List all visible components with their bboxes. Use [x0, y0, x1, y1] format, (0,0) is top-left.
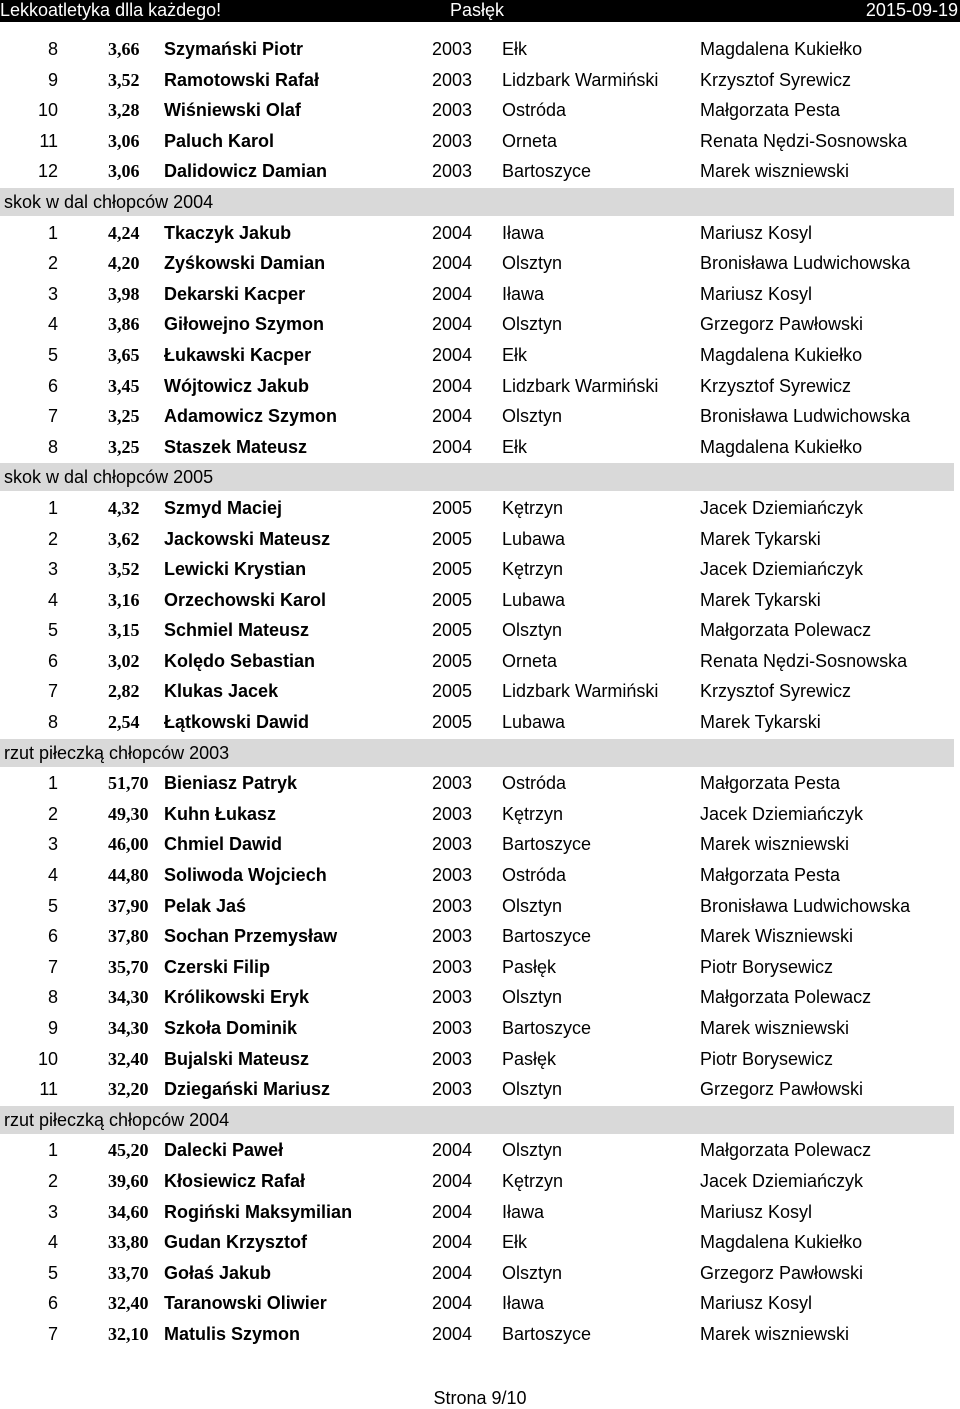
place-cell: 8 — [47, 712, 58, 733]
club-city-cell: Bartoszyce — [502, 834, 592, 855]
athlete-name-cell: Giłowejno Szymon — [164, 314, 325, 335]
club-city-cell: Lidzbark Warmiński — [502, 69, 659, 90]
result-cell: 3,02 — [108, 650, 140, 671]
place-cell: 4 — [47, 1232, 58, 1253]
athlete-name-cell: Łukawski Kacper — [164, 344, 312, 365]
coach-cell: Krzysztof Syrewicz — [700, 681, 852, 702]
table-row — [0, 279, 960, 310]
place-cell: 5 — [47, 344, 58, 365]
place-cell: 8 — [47, 39, 58, 59]
table-row — [0, 218, 960, 249]
club-city-cell: Orneta — [502, 130, 558, 151]
athlete-name-cell: Sochan Przemysław — [164, 926, 338, 947]
result-cell: 37,90 — [108, 895, 149, 916]
coach-cell: Bronisława Ludwichowska — [700, 253, 911, 274]
coach-cell: Bronisława Ludwichowska — [700, 895, 911, 916]
coach-cell: Marek Tykarski — [700, 712, 821, 733]
club-city-cell: Olsztyn — [502, 1140, 563, 1161]
club-city-cell: Olsztyn — [502, 620, 563, 641]
results-table — [0, 34, 960, 1350]
table-row — [0, 1013, 960, 1044]
birth-year-cell: 2004 — [432, 375, 473, 396]
club-city-cell: Kętrzyn — [502, 497, 564, 518]
table-row — [0, 860, 960, 891]
result-cell: 3,52 — [108, 559, 140, 580]
athlete-name-cell: Dalidowicz Damian — [164, 161, 328, 182]
coach-cell: Magdalena Kukiełko — [700, 39, 863, 59]
place-cell: 4 — [47, 589, 58, 610]
athlete-name-cell: Wójtowicz Jakub — [164, 375, 310, 396]
place-cell: 6 — [47, 926, 58, 947]
birth-year-cell: 2005 — [432, 712, 473, 733]
athlete-name-cell: Soliwoda Wojciech — [164, 865, 327, 886]
athlete-name-cell: Pelak Jaś — [164, 895, 247, 916]
club-city-cell: Ostróda — [502, 773, 567, 794]
club-city-cell: Ostróda — [502, 100, 567, 121]
table-row — [0, 615, 960, 646]
section-title: skok w dal chłopców 2005 — [4, 467, 214, 488]
birth-year-cell: 2004 — [432, 1262, 473, 1283]
athlete-name-cell: Tkaczyk Jakub — [164, 222, 292, 243]
result-cell: 34,60 — [108, 1201, 149, 1222]
result-cell: 2,82 — [108, 681, 140, 702]
birth-year-cell: 2004 — [432, 406, 473, 427]
place-cell: 1 — [47, 222, 58, 243]
club-city-cell: Olsztyn — [502, 895, 563, 916]
place-cell: 2 — [47, 253, 58, 274]
birth-year-cell: 2003 — [432, 987, 473, 1008]
place-cell: 9 — [47, 69, 58, 90]
table-row — [0, 156, 960, 187]
result-cell: 4,20 — [108, 253, 140, 274]
place-cell: 6 — [47, 375, 58, 396]
club-city-cell: Bartoszyce — [502, 161, 592, 182]
coach-cell: Jacek Dziemiańczyk — [700, 1170, 864, 1191]
athlete-name-cell: Gołaś Jakub — [164, 1262, 272, 1283]
result-cell: 3,25 — [108, 406, 140, 427]
club-city-cell: Iława — [502, 283, 545, 304]
result-cell: 34,30 — [108, 987, 149, 1008]
place-cell: 11 — [39, 1079, 58, 1100]
coach-cell: Grzegorz Pawłowski — [700, 1262, 864, 1283]
section-title: skok w dal chłopców 2004 — [4, 191, 214, 212]
place-cell: 1 — [47, 773, 58, 794]
place-cell: 5 — [47, 1262, 58, 1283]
birth-year-cell: 2005 — [432, 650, 473, 671]
result-cell: 3,52 — [108, 69, 140, 90]
result-cell: 51,70 — [108, 773, 149, 794]
table-row — [0, 585, 960, 616]
table-row — [0, 646, 960, 677]
place-cell: 10 — [37, 1048, 58, 1069]
table-row — [0, 524, 960, 555]
coach-cell: Bronisława Ludwichowska — [700, 406, 911, 427]
result-cell: 32,40 — [108, 1048, 149, 1069]
birth-year-cell: 2003 — [432, 956, 473, 977]
coach-cell: Mariusz Kosyl — [700, 1201, 813, 1222]
athlete-name-cell: Szymański Piotr — [164, 39, 304, 59]
athlete-name-cell: Rogiński Maksymilian — [164, 1201, 353, 1222]
birth-year-cell: 2004 — [432, 1232, 473, 1253]
table-row — [0, 982, 960, 1013]
birth-year-cell: 2004 — [432, 1170, 473, 1191]
place-cell: 6 — [47, 1293, 58, 1314]
result-cell: 3,15 — [108, 620, 140, 641]
place-cell: 8 — [47, 436, 58, 457]
birth-year-cell: 2005 — [432, 559, 473, 580]
result-cell: 34,30 — [108, 1018, 149, 1038]
result-cell: 3,45 — [108, 375, 140, 396]
club-city-cell: Olsztyn — [502, 314, 563, 335]
club-city-cell: Pasłęk — [502, 956, 557, 977]
result-cell: 3,25 — [108, 436, 140, 457]
birth-year-cell: 2003 — [432, 803, 473, 824]
coach-cell: Małgorzata Polewacz — [700, 1140, 872, 1161]
birth-year-cell: 2004 — [432, 1140, 473, 1161]
coach-cell: Piotr Borysewicz — [700, 1048, 834, 1069]
athlete-name-cell: Dekarski Kacper — [164, 283, 306, 304]
athlete-name-cell: Orzechowski Karol — [164, 589, 327, 610]
birth-year-cell: 2003 — [432, 1079, 473, 1100]
result-cell: 46,00 — [108, 834, 149, 855]
club-city-cell: Ełk — [502, 1232, 528, 1253]
club-city-cell: Olsztyn — [502, 253, 563, 274]
table-row — [0, 707, 960, 738]
club-city-cell: Kętrzyn — [502, 803, 564, 824]
place-cell: 6 — [47, 650, 58, 671]
coach-cell: Mariusz Kosyl — [700, 1293, 813, 1314]
athlete-name-cell: Jackowski Mateusz — [164, 528, 331, 549]
result-cell: 39,60 — [108, 1170, 149, 1191]
club-city-cell: Kętrzyn — [502, 1170, 564, 1191]
table-row — [0, 799, 960, 830]
header-title: Lekkoatletyka dlla każdego! — [0, 0, 222, 20]
birth-year-cell: 2003 — [432, 895, 473, 916]
result-cell: 3,06 — [108, 161, 140, 182]
result-cell: 44,80 — [108, 865, 149, 886]
athlete-name-cell: Adamowicz Szymon — [164, 406, 338, 427]
athlete-name-cell: Łątkowski Dawid — [164, 712, 310, 733]
place-cell: 1 — [47, 497, 58, 518]
coach-cell: Piotr Borysewicz — [700, 956, 834, 977]
section-header — [0, 463, 954, 491]
birth-year-cell: 2004 — [432, 344, 473, 365]
table-row — [0, 65, 960, 96]
coach-cell: Marek Wiszniewski — [700, 926, 854, 947]
result-cell: 33,70 — [108, 1262, 149, 1283]
birth-year-cell: 2004 — [432, 1293, 473, 1314]
table-row — [0, 401, 960, 432]
birth-year-cell: 2003 — [432, 865, 473, 886]
athlete-name-cell: Paluch Karol — [164, 130, 275, 151]
coach-cell: Małgorzata Polewacz — [700, 620, 872, 641]
coach-cell: Marek wiszniewski — [700, 1323, 850, 1344]
birth-year-cell: 2003 — [432, 100, 473, 121]
place-cell: 1 — [47, 1140, 58, 1161]
table-row — [0, 34, 960, 65]
athlete-name-cell: Szmyd Maciej — [164, 497, 283, 518]
athlete-name-cell: Staszek Mateusz — [164, 436, 308, 457]
result-cell: 3,66 — [108, 39, 140, 59]
club-city-cell: Lubawa — [502, 589, 566, 610]
club-city-cell: Iława — [502, 1201, 545, 1222]
club-city-cell: Bartoszyce — [502, 1018, 592, 1038]
section-header — [0, 739, 954, 767]
athlete-name-cell: Szkoła Dominik — [164, 1018, 298, 1038]
place-cell: 5 — [47, 620, 58, 641]
birth-year-cell: 2005 — [432, 528, 473, 549]
result-cell: 49,30 — [108, 803, 149, 824]
athlete-name-cell: Lewicki Krystian — [164, 559, 307, 580]
athlete-name-cell: Klukas Jacek — [164, 681, 279, 702]
birth-year-cell: 2004 — [432, 1201, 473, 1222]
table-row — [0, 126, 960, 157]
birth-year-cell: 2004 — [432, 253, 473, 274]
section-header — [0, 1106, 954, 1134]
birth-year-cell: 2003 — [432, 39, 473, 59]
coach-cell: Renata Nędzi-Sosnowska — [700, 130, 908, 151]
club-city-cell: Lidzbark Warmiński — [502, 681, 659, 702]
place-cell: 4 — [47, 865, 58, 886]
club-city-cell: Bartoszyce — [502, 926, 592, 947]
birth-year-cell: 2003 — [432, 161, 473, 182]
birth-year-cell: 2004 — [432, 314, 473, 335]
result-cell: 4,24 — [108, 222, 140, 243]
result-cell: 3,98 — [108, 283, 140, 304]
table-row — [0, 493, 960, 524]
athlete-name-cell: Schmiel Mateusz — [164, 620, 310, 641]
page-header — [0, 0, 960, 22]
table-row — [0, 1288, 960, 1319]
place-cell: 7 — [47, 406, 58, 427]
place-cell: 3 — [47, 283, 58, 304]
place-cell: 4 — [47, 314, 58, 335]
table-row — [0, 1135, 960, 1166]
coach-cell: Marek Tykarski — [700, 528, 821, 549]
result-cell: 3,28 — [108, 100, 140, 121]
club-city-cell: Lidzbark Warmiński — [502, 375, 659, 396]
birth-year-cell: 2003 — [432, 773, 473, 794]
table-row — [0, 1319, 960, 1350]
athlete-name-cell: Kolędo Sebastian — [164, 650, 316, 671]
coach-cell: Krzysztof Syrewicz — [700, 69, 852, 90]
page-number: Strona 9/10 — [433, 1388, 527, 1408]
coach-cell: Renata Nędzi-Sosnowska — [700, 650, 908, 671]
club-city-cell: Ełk — [502, 39, 528, 59]
coach-cell: Grzegorz Pawłowski — [700, 314, 864, 335]
athlete-name-cell: Gudan Krzysztof — [164, 1232, 308, 1253]
birth-year-cell: 2005 — [432, 620, 473, 641]
table-row — [0, 1227, 960, 1258]
table-row — [0, 371, 960, 402]
athlete-name-cell: Czerski Filip — [164, 956, 271, 977]
club-city-cell: Pasłęk — [502, 1048, 557, 1069]
athlete-name-cell: Matulis Szymon — [164, 1323, 301, 1344]
club-city-cell: Iława — [502, 1293, 545, 1314]
place-cell: 11 — [39, 130, 58, 151]
place-cell: 7 — [47, 956, 58, 977]
club-city-cell: Lubawa — [502, 712, 566, 733]
athlete-name-cell: Dziegański Mariusz — [164, 1079, 331, 1100]
table-row — [0, 309, 960, 340]
place-cell: 12 — [37, 161, 58, 182]
place-cell: 5 — [47, 895, 58, 916]
athlete-name-cell: Wiśniewski Olaf — [164, 100, 301, 121]
birth-year-cell: 2005 — [432, 497, 473, 518]
coach-cell: Jacek Dziemiańczyk — [700, 559, 864, 580]
table-row — [0, 952, 960, 983]
place-cell: 3 — [47, 559, 58, 580]
coach-cell: Magdalena Kukiełko — [700, 344, 863, 365]
place-cell: 3 — [47, 834, 58, 855]
table-row — [0, 676, 960, 707]
result-cell: 3,06 — [108, 130, 140, 151]
table-row — [0, 768, 960, 799]
coach-cell: Mariusz Kosyl — [700, 222, 813, 243]
birth-year-cell: 2003 — [432, 1048, 473, 1069]
birth-year-cell: 2003 — [432, 834, 473, 855]
table-row — [0, 248, 960, 279]
club-city-cell: Ełk — [502, 436, 528, 457]
athlete-name-cell: Ramotowski Rafał — [164, 69, 320, 90]
athlete-name-cell: Dalecki Paweł — [164, 1140, 284, 1161]
coach-cell: Małgorzata Polewacz — [700, 987, 872, 1008]
club-city-cell: Lubawa — [502, 528, 566, 549]
club-city-cell: Orneta — [502, 650, 558, 671]
club-city-cell: Olsztyn — [502, 406, 563, 427]
table-row — [0, 95, 960, 126]
athlete-name-cell: Bieniasz Patryk — [164, 773, 298, 794]
athlete-name-cell: Kuhn Łukasz — [164, 803, 277, 824]
header-date: 2015-09-19 — [865, 0, 958, 20]
athlete-name-cell: Zyśkowski Damian — [164, 253, 326, 274]
club-city-cell: Kętrzyn — [502, 559, 564, 580]
club-city-cell: Iława — [502, 222, 545, 243]
table-row — [0, 1044, 960, 1075]
table-row — [0, 1074, 960, 1105]
result-cell: 32,40 — [108, 1293, 149, 1314]
athlete-name-cell: Królikowski Eryk — [164, 987, 310, 1008]
table-row — [0, 1197, 960, 1228]
section-title: rzut piłeczką chłopców 2004 — [4, 1109, 230, 1130]
place-cell: 7 — [47, 1323, 58, 1344]
result-cell: 3,62 — [108, 528, 140, 549]
coach-cell: Magdalena Kukiełko — [700, 436, 863, 457]
birth-year-cell: 2003 — [432, 130, 473, 151]
birth-year-cell: 2004 — [432, 283, 473, 304]
coach-cell: Marek Tykarski — [700, 589, 821, 610]
birth-year-cell: 2003 — [432, 926, 473, 947]
table-row — [0, 921, 960, 952]
place-cell: 2 — [47, 1170, 58, 1191]
coach-cell: Grzegorz Pawłowski — [700, 1079, 864, 1100]
coach-cell: Małgorzata Pesta — [700, 773, 841, 794]
place-cell: 9 — [47, 1018, 58, 1038]
place-cell: 3 — [47, 1201, 58, 1222]
result-cell: 37,80 — [108, 926, 149, 947]
result-cell: 3,16 — [108, 589, 140, 610]
coach-cell: Marek wiszniewski — [700, 1018, 850, 1038]
coach-cell: Magdalena Kukiełko — [700, 1232, 863, 1253]
coach-cell: Marek wiszniewski — [700, 161, 850, 182]
athlete-name-cell: Taranowski Oliwier — [164, 1293, 327, 1314]
coach-cell: Jacek Dziemiańczyk — [700, 497, 864, 518]
coach-cell: Marek wiszniewski — [700, 834, 850, 855]
club-city-cell: Ełk — [502, 344, 528, 365]
coach-cell: Małgorzata Pesta — [700, 865, 841, 886]
club-city-cell: Bartoszyce — [502, 1323, 592, 1344]
result-cell: 33,80 — [108, 1232, 149, 1253]
table-row — [0, 554, 960, 585]
club-city-cell: Olsztyn — [502, 1262, 563, 1283]
result-cell: 3,65 — [108, 344, 140, 365]
place-cell: 10 — [37, 100, 58, 121]
table-row — [0, 1166, 960, 1197]
place-cell: 7 — [47, 681, 58, 702]
table-row — [0, 829, 960, 860]
result-cell: 2,54 — [108, 712, 140, 733]
result-cell: 3,86 — [108, 314, 140, 335]
coach-cell: Krzysztof Syrewicz — [700, 375, 852, 396]
birth-year-cell: 2005 — [432, 589, 473, 610]
birth-year-cell: 2004 — [432, 436, 473, 457]
birth-year-cell: 2005 — [432, 681, 473, 702]
result-cell: 35,70 — [108, 956, 149, 977]
club-city-cell: Olsztyn — [502, 1079, 563, 1100]
place-cell: 8 — [47, 987, 58, 1008]
club-city-cell: Ostróda — [502, 865, 567, 886]
club-city-cell: Olsztyn — [502, 987, 563, 1008]
result-cell: 4,32 — [108, 497, 140, 518]
table-row — [0, 340, 960, 371]
result-cell: 32,10 — [108, 1323, 149, 1344]
result-cell: 32,20 — [108, 1079, 149, 1100]
coach-cell: Małgorzata Pesta — [700, 100, 841, 121]
coach-cell: Mariusz Kosyl — [700, 283, 813, 304]
place-cell: 2 — [47, 528, 58, 549]
section-title: rzut piłeczką chłopców 2003 — [4, 742, 230, 763]
header-location: Pasłęk — [450, 0, 505, 20]
table-row — [0, 432, 960, 463]
table-row — [0, 1258, 960, 1289]
birth-year-cell: 2004 — [432, 1323, 473, 1344]
athlete-name-cell: Bujalski Mateusz — [164, 1048, 310, 1069]
birth-year-cell: 2003 — [432, 69, 473, 90]
athlete-name-cell: Chmiel Dawid — [164, 834, 283, 855]
result-cell: 45,20 — [108, 1140, 149, 1161]
birth-year-cell: 2004 — [432, 222, 473, 243]
birth-year-cell: 2003 — [432, 1018, 473, 1038]
coach-cell: Jacek Dziemiańczyk — [700, 803, 864, 824]
place-cell: 2 — [47, 803, 58, 824]
athlete-name-cell: Kłosiewicz Rafał — [164, 1170, 306, 1191]
table-row — [0, 891, 960, 922]
section-header — [0, 188, 954, 216]
